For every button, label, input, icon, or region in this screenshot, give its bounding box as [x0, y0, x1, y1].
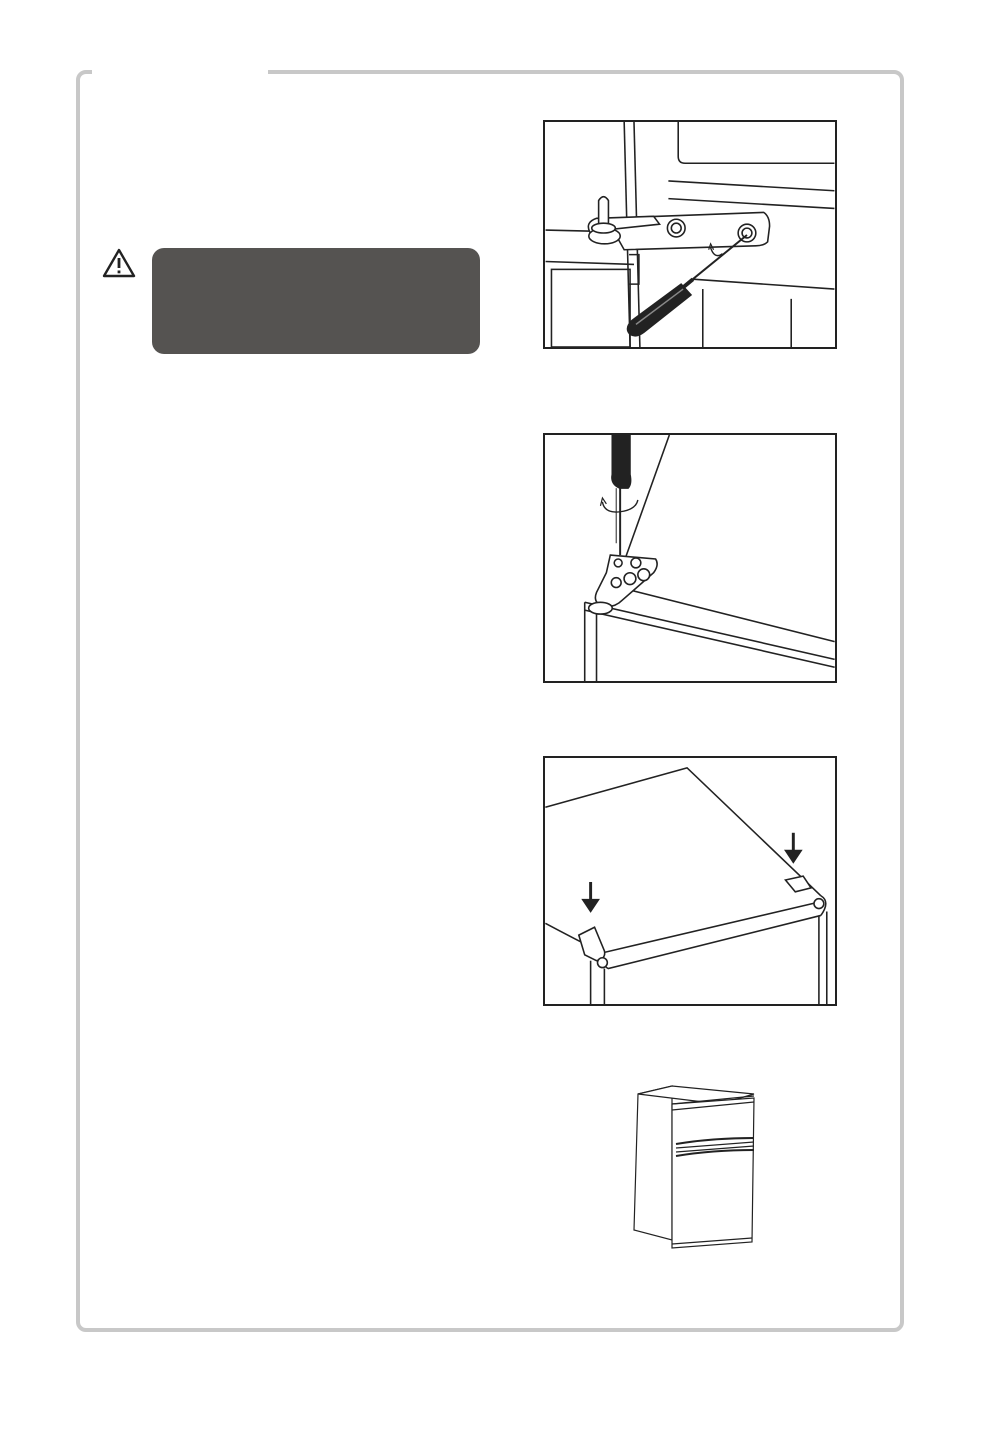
header-tab — [92, 66, 268, 76]
figure-hinge-covers-arrows — [543, 756, 837, 1006]
figure-hinge-wrench-screwdriver — [543, 120, 837, 349]
figure-top-hinge-screws — [543, 433, 837, 683]
warning-triangle-icon — [102, 248, 136, 278]
figure-assembled-fridge — [620, 1084, 770, 1256]
caution-box — [152, 248, 480, 354]
